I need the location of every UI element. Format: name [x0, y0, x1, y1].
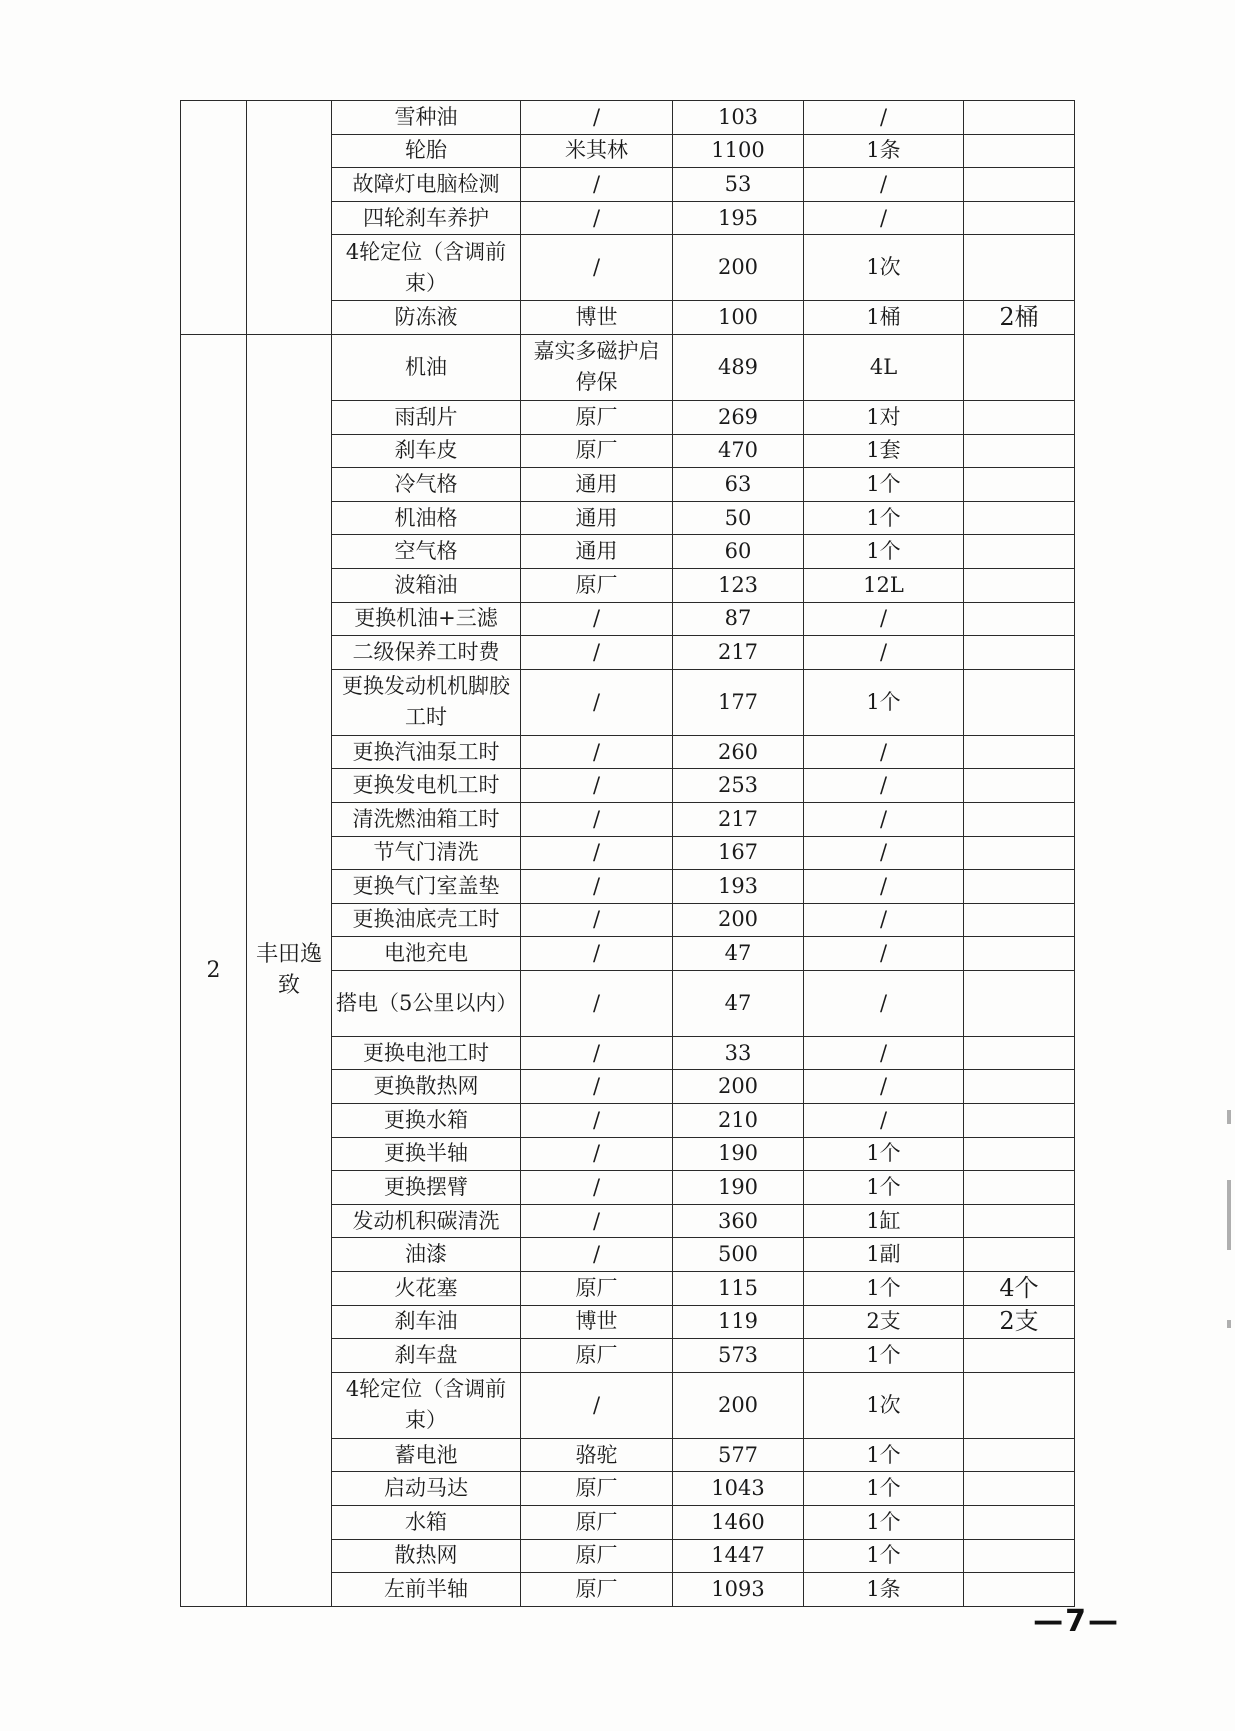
- brand-cell: /: [521, 1238, 673, 1272]
- table-row: [181, 334, 1075, 400]
- price-cell: 1093: [673, 1573, 804, 1607]
- vehicle-model-cell: [247, 101, 332, 335]
- quantity-cell: /: [804, 769, 964, 803]
- quantity-cell: 1个: [804, 535, 964, 569]
- note-cell: [964, 400, 1075, 434]
- quantity-cell: /: [804, 201, 964, 235]
- quantity-cell: 1个: [804, 669, 964, 735]
- scan-artifact: [1227, 1320, 1231, 1328]
- item-name-cell: 油漆: [332, 1238, 521, 1272]
- brand-cell: /: [521, 168, 673, 202]
- quantity-cell: 1桶: [804, 301, 964, 335]
- brand-cell: 嘉实多磁护启停保: [521, 334, 673, 400]
- quantity-cell: 12L: [804, 568, 964, 602]
- item-name-cell: 更换气门室盖垫: [332, 870, 521, 904]
- brand-cell: /: [521, 669, 673, 735]
- note-cell: [964, 970, 1075, 1036]
- note-cell: [964, 1372, 1075, 1438]
- brand-cell: 原厂: [521, 1472, 673, 1506]
- price-cell: 217: [673, 802, 804, 836]
- quantity-cell: 1个: [804, 1339, 964, 1373]
- note-cell: [964, 568, 1075, 602]
- note-cell: [964, 836, 1075, 870]
- price-cell: 210: [673, 1104, 804, 1138]
- item-name-cell: 发动机积碳清洗: [332, 1204, 521, 1238]
- item-name-cell: 机油格: [332, 501, 521, 535]
- quantity-cell: /: [804, 836, 964, 870]
- item-name-cell: 更换半轴: [332, 1137, 521, 1171]
- quantity-cell: 1个: [804, 501, 964, 535]
- price-cell: 123: [673, 568, 804, 602]
- note-cell: [964, 802, 1075, 836]
- price-cell: 63: [673, 468, 804, 502]
- price-cell: 53: [673, 168, 804, 202]
- item-name-cell: 故障灯电脑检测: [332, 168, 521, 202]
- brand-cell: /: [521, 235, 673, 301]
- quantity-cell: 1次: [804, 235, 964, 301]
- brand-cell: 米其林: [521, 134, 673, 168]
- brand-cell: /: [521, 870, 673, 904]
- brand-cell: /: [521, 1104, 673, 1138]
- price-cell: 190: [673, 1137, 804, 1171]
- brand-cell: /: [521, 836, 673, 870]
- item-name-cell: 四轮刹车养护: [332, 201, 521, 235]
- note-cell: 2桶: [964, 301, 1075, 335]
- item-name-cell: 火花塞: [332, 1272, 521, 1306]
- quantity-cell: 1条: [804, 134, 964, 168]
- brand-cell: 通用: [521, 468, 673, 502]
- price-cell: 33: [673, 1036, 804, 1070]
- item-name-cell: 水箱: [332, 1506, 521, 1540]
- price-cell: 269: [673, 400, 804, 434]
- item-name-cell: 更换发电机工时: [332, 769, 521, 803]
- price-cell: 260: [673, 735, 804, 769]
- quantity-cell: 1个: [804, 1472, 964, 1506]
- price-cell: 115: [673, 1272, 804, 1306]
- price-cell: 1043: [673, 1472, 804, 1506]
- price-cell: 100: [673, 301, 804, 335]
- price-cell: 200: [673, 1372, 804, 1438]
- page-number: —7—: [1033, 1604, 1120, 1639]
- brand-cell: 原厂: [521, 1339, 673, 1373]
- price-cell: 1460: [673, 1506, 804, 1540]
- note-cell: [964, 235, 1075, 301]
- brand-cell: /: [521, 1036, 673, 1070]
- price-cell: 195: [673, 201, 804, 235]
- item-name-cell: 二级保养工时费: [332, 636, 521, 670]
- brand-cell: 博世: [521, 1305, 673, 1339]
- price-cell: 60: [673, 535, 804, 569]
- item-name-cell: 散热网: [332, 1539, 521, 1573]
- vehicle-model-cell: 丰田逸致: [247, 334, 332, 1606]
- price-cell: 577: [673, 1438, 804, 1472]
- brand-cell: /: [521, 937, 673, 971]
- item-name-cell: 更换散热网: [332, 1070, 521, 1104]
- price-cell: 470: [673, 434, 804, 468]
- item-name-cell: 更换机油+三滤: [332, 602, 521, 636]
- brand-cell: /: [521, 1171, 673, 1205]
- item-name-cell: 刹车盘: [332, 1339, 521, 1373]
- note-cell: [964, 636, 1075, 670]
- item-name-cell: 搭电（5公里以内）: [332, 970, 521, 1036]
- quantity-cell: 1个: [804, 1438, 964, 1472]
- item-name-cell: 机油: [332, 334, 521, 400]
- brand-cell: 原厂: [521, 568, 673, 602]
- item-name-cell: 轮胎: [332, 134, 521, 168]
- brand-cell: /: [521, 201, 673, 235]
- note-cell: 2支: [964, 1305, 1075, 1339]
- note-cell: [964, 168, 1075, 202]
- note-cell: [964, 101, 1075, 135]
- quantity-cell: /: [804, 903, 964, 937]
- note-cell: [964, 1573, 1075, 1607]
- price-cell: 500: [673, 1238, 804, 1272]
- note-cell: [964, 1070, 1075, 1104]
- quantity-cell: 1个: [804, 1137, 964, 1171]
- price-cell: 573: [673, 1339, 804, 1373]
- brand-cell: /: [521, 769, 673, 803]
- item-name-cell: 更换电池工时: [332, 1036, 521, 1070]
- brand-cell: 原厂: [521, 1573, 673, 1607]
- price-cell: 200: [673, 903, 804, 937]
- note-cell: [964, 1438, 1075, 1472]
- brand-cell: /: [521, 1204, 673, 1238]
- item-name-cell: 启动马达: [332, 1472, 521, 1506]
- note-cell: [964, 602, 1075, 636]
- item-name-cell: 波箱油: [332, 568, 521, 602]
- brand-cell: /: [521, 1070, 673, 1104]
- quantity-cell: /: [804, 1070, 964, 1104]
- quantity-cell: 1缸: [804, 1204, 964, 1238]
- table-body: [181, 101, 1075, 1607]
- note-cell: [964, 769, 1075, 803]
- quantity-cell: 1个: [804, 1506, 964, 1540]
- quantity-cell: /: [804, 101, 964, 135]
- scan-artifact: [1227, 1180, 1231, 1250]
- quantity-cell: /: [804, 870, 964, 904]
- item-name-cell: 更换摆臂: [332, 1171, 521, 1205]
- scan-artifact: [1227, 1110, 1231, 1124]
- item-name-cell: 更换汽油泵工时: [332, 735, 521, 769]
- price-cell: 87: [673, 602, 804, 636]
- brand-cell: 原厂: [521, 1539, 673, 1573]
- item-name-cell: 节气门清洗: [332, 836, 521, 870]
- note-cell: [964, 669, 1075, 735]
- note-cell: [964, 1539, 1075, 1573]
- item-name-cell: 更换发动机机脚胶工时: [332, 669, 521, 735]
- brand-cell: 通用: [521, 535, 673, 569]
- note-cell: [964, 735, 1075, 769]
- brand-cell: /: [521, 802, 673, 836]
- note-cell: [964, 870, 1075, 904]
- note-cell: [964, 468, 1075, 502]
- item-name-cell: 刹车皮: [332, 434, 521, 468]
- item-name-cell: 4轮定位（含调前束）: [332, 235, 521, 301]
- maintenance-price-table: [180, 100, 1075, 1607]
- item-name-cell: 4轮定位（含调前束）: [332, 1372, 521, 1438]
- price-cell: 489: [673, 334, 804, 400]
- note-cell: [964, 937, 1075, 971]
- quantity-cell: 1条: [804, 1573, 964, 1607]
- item-name-cell: 雪种油: [332, 101, 521, 135]
- item-name-cell: 电池充电: [332, 937, 521, 971]
- note-cell: [964, 1238, 1075, 1272]
- brand-cell: 骆驼: [521, 1438, 673, 1472]
- sequence-cell: [181, 101, 247, 335]
- price-cell: 103: [673, 101, 804, 135]
- note-cell: [964, 535, 1075, 569]
- quantity-cell: /: [804, 970, 964, 1036]
- note-cell: [964, 134, 1075, 168]
- brand-cell: 原厂: [521, 400, 673, 434]
- item-name-cell: 更换油底壳工时: [332, 903, 521, 937]
- item-name-cell: 清洗燃油箱工时: [332, 802, 521, 836]
- brand-cell: /: [521, 636, 673, 670]
- item-name-cell: 刹车油: [332, 1305, 521, 1339]
- price-cell: 193: [673, 870, 804, 904]
- note-cell: [964, 1339, 1075, 1373]
- quantity-cell: /: [804, 602, 964, 636]
- quantity-cell: /: [804, 168, 964, 202]
- price-cell: 360: [673, 1204, 804, 1238]
- price-cell: 119: [673, 1305, 804, 1339]
- note-cell: 4个: [964, 1272, 1075, 1306]
- price-cell: 1447: [673, 1539, 804, 1573]
- brand-cell: /: [521, 101, 673, 135]
- table-row: [181, 101, 1075, 135]
- quantity-cell: 1副: [804, 1238, 964, 1272]
- quantity-cell: 2支: [804, 1305, 964, 1339]
- quantity-cell: /: [804, 802, 964, 836]
- quantity-cell: /: [804, 937, 964, 971]
- brand-cell: /: [521, 602, 673, 636]
- note-cell: [964, 1204, 1075, 1238]
- brand-cell: 原厂: [521, 1272, 673, 1306]
- note-cell: [964, 1104, 1075, 1138]
- quantity-cell: /: [804, 636, 964, 670]
- price-cell: 217: [673, 636, 804, 670]
- note-cell: [964, 334, 1075, 400]
- price-cell: 177: [673, 669, 804, 735]
- price-cell: 190: [673, 1171, 804, 1205]
- item-name-cell: 防冻液: [332, 301, 521, 335]
- price-cell: 50: [673, 501, 804, 535]
- price-cell: 47: [673, 970, 804, 1036]
- note-cell: [964, 903, 1075, 937]
- note-cell: [964, 1137, 1075, 1171]
- item-name-cell: 更换水箱: [332, 1104, 521, 1138]
- note-cell: [964, 1036, 1075, 1070]
- brand-cell: /: [521, 970, 673, 1036]
- price-cell: 200: [673, 235, 804, 301]
- item-name-cell: 雨刮片: [332, 400, 521, 434]
- brand-cell: /: [521, 735, 673, 769]
- brand-cell: /: [521, 1137, 673, 1171]
- brand-cell: 通用: [521, 501, 673, 535]
- brand-cell: 原厂: [521, 434, 673, 468]
- price-cell: 253: [673, 769, 804, 803]
- quantity-cell: /: [804, 735, 964, 769]
- note-cell: [964, 501, 1075, 535]
- item-name-cell: 蓄电池: [332, 1438, 521, 1472]
- note-cell: [964, 201, 1075, 235]
- note-cell: [964, 1472, 1075, 1506]
- price-cell: 200: [673, 1070, 804, 1104]
- quantity-cell: /: [804, 1104, 964, 1138]
- brand-cell: 博世: [521, 301, 673, 335]
- brand-cell: /: [521, 1372, 673, 1438]
- item-name-cell: 冷气格: [332, 468, 521, 502]
- quantity-cell: 1个: [804, 1272, 964, 1306]
- price-cell: 47: [673, 937, 804, 971]
- note-cell: [964, 1171, 1075, 1205]
- price-cell: 1100: [673, 134, 804, 168]
- quantity-cell: 4L: [804, 334, 964, 400]
- brand-cell: /: [521, 903, 673, 937]
- item-name-cell: 空气格: [332, 535, 521, 569]
- item-name-cell: 左前半轴: [332, 1573, 521, 1607]
- note-cell: [964, 434, 1075, 468]
- price-cell: 167: [673, 836, 804, 870]
- brand-cell: 原厂: [521, 1506, 673, 1540]
- sequence-cell: 2: [181, 334, 247, 1606]
- quantity-cell: 1次: [804, 1372, 964, 1438]
- quantity-cell: 1个: [804, 1539, 964, 1573]
- note-cell: [964, 1506, 1075, 1540]
- quantity-cell: /: [804, 1036, 964, 1070]
- quantity-cell: 1对: [804, 400, 964, 434]
- quantity-cell: 1套: [804, 434, 964, 468]
- quantity-cell: 1个: [804, 468, 964, 502]
- quantity-cell: 1个: [804, 1171, 964, 1205]
